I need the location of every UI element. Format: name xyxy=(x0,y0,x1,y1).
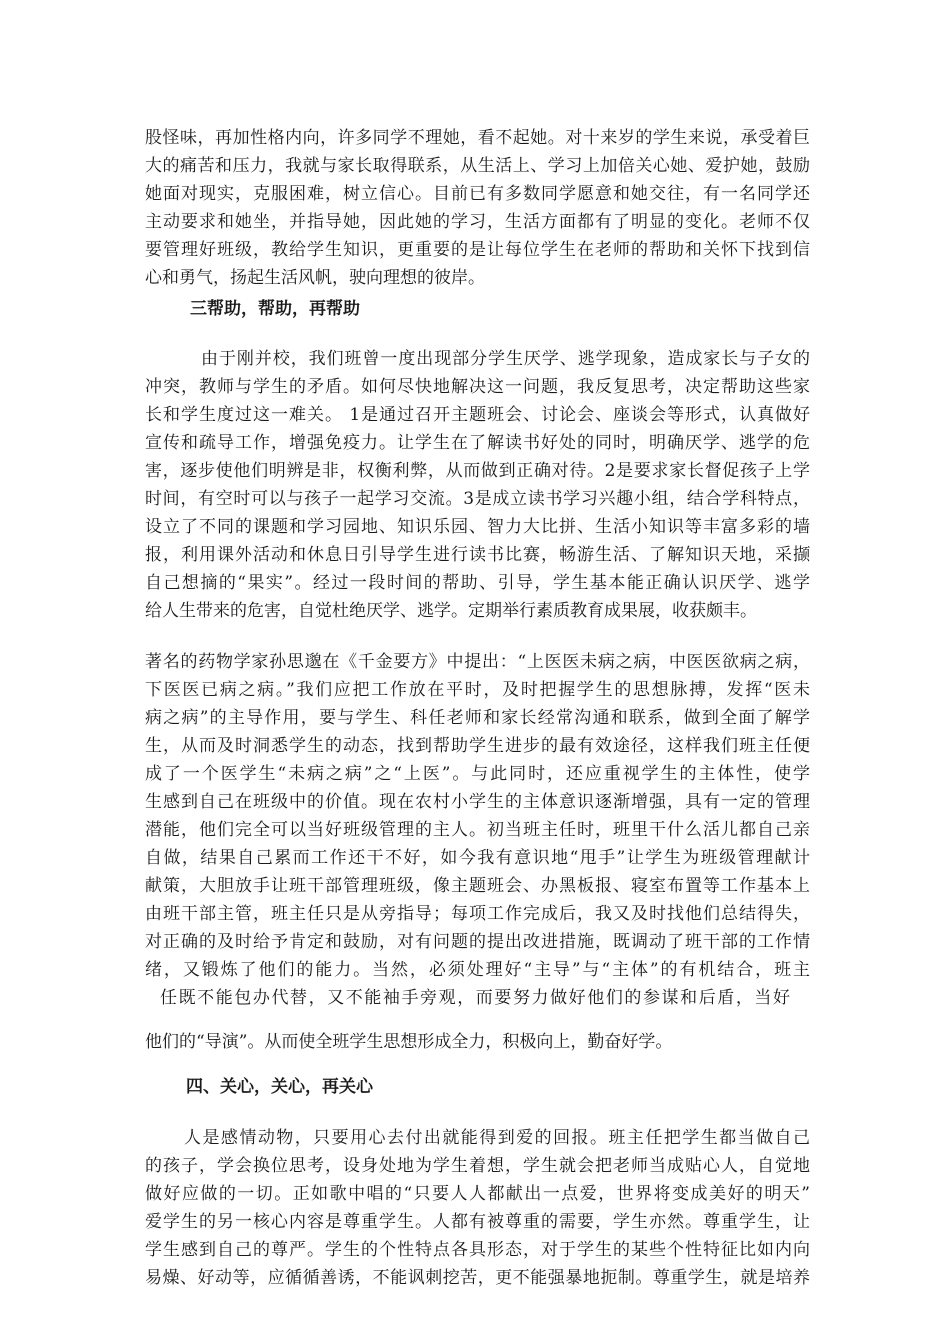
text-line: 自己想摘的“果实”。经过一段时间的帮助、引导，学生基本能正确认识厌学、逃学 xyxy=(145,573,810,593)
text-line: 长和学生度过这一难关。 1是通过召开主题班会、讨论会、座谈会等形式，认真做好 xyxy=(145,405,810,425)
text-line: 任既不能包办代替，又不能袖手旁观，而要努力做好他们的参谋和后盾，当好 xyxy=(160,988,790,1008)
text-line: 潜能，他们完全可以当好班级管理的主人。初当班主任时，班里干什么活儿都自己亲 xyxy=(145,820,810,840)
text-line: 生，从而及时洞悉学生的动态，找到帮助学生进步的最有效途径，这样我们班主任便 xyxy=(145,736,810,756)
text-line: 生感到自己在班级中的价值。现在农村小学生的主体意识逐渐增强，具有一定的管理 xyxy=(145,792,810,812)
text-line: 宣传和疏导工作，增强免疫力。让学生在了解读书好处的同时，明确厌学、逃学的危 xyxy=(145,433,810,453)
text-line: 下医医已病之病。”我们应把工作放在平时，及时把握学生的思想脉搏，发挥“医未 xyxy=(145,680,810,700)
text-line: 设立了不同的课题和学习园地、知识乐园、智力大比拼、生活小知识等丰富多彩的墙 xyxy=(145,517,810,537)
text-line: 要管理好班级，教给学生知识，更重要的是让每位学生在老师的帮助和关怀下找到信 xyxy=(145,240,810,260)
text-line: 冲突，教师与学生的矛盾。如何尽快地解决这一问题，我反复思考，决定帮助这些家 xyxy=(145,377,810,397)
text-line: 害，逐步使他们明辨是非，权衡利弊，从而做到正确对待。2是要求家长督促孩子上学 xyxy=(145,461,810,481)
text-line: 易燥、好动等，应循循善诱，不能讽刺挖苦，更不能强暴地扼制。尊重学生，就是培养 xyxy=(145,1268,810,1288)
section-heading-3: 三帮助，帮助，再帮助 xyxy=(190,299,360,319)
text-line: 绪，又锻炼了他们的能力。当然，必须处理好“主导”与“主体”的有机结合，班主 xyxy=(145,960,810,980)
text-line: 对正确的及时给予肯定和鼓励，对有问题的提出改进措施，既调动了班干部的工作情 xyxy=(145,932,810,952)
text-line: 自做，结果自己累而工作还干不好，如今我有意识地“甩手”让学生为班级管理献计 xyxy=(145,848,810,868)
text-line: 她面对现实，克服困难，树立信心。目前已有多数同学愿意和她交往，有一名同学还 xyxy=(145,184,810,204)
text-line: 时间，有空时可以与孩子一起学习交流。3是成立读书学习兴趣小组，结合学科特点， xyxy=(145,489,810,509)
text-line: 病之病”的主导作用，要与学生、科任老师和家长经常沟通和联系，做到全面了解学 xyxy=(145,708,810,728)
text-line: 人是感情动物，只要用心去付出就能得到爱的回报。班主任把学生都当做自己 xyxy=(184,1128,810,1148)
text-line: 心和勇气，扬起生活风帆，驶向理想的彼岸。 xyxy=(145,268,485,288)
text-line: 主动要求和她坐，并指导她，因此她的学习，生活方面都有了明显的变化。老师不仅 xyxy=(145,212,810,232)
text-line: 大的痛苦和压力，我就与家长取得联系，从生活上、学习上加倍关心她、爱护她，鼓励 xyxy=(145,156,810,176)
text-line: 股怪味，再加性格内向，许多同学不理她，看不起她。对十来岁的学生来说，承受着巨 xyxy=(145,128,810,148)
text-line: 给人生带来的危害，自觉杜绝厌学、逃学。定期举行素质教育成果展，收获颇丰。 xyxy=(145,601,757,621)
section-heading-4: 四、关心，关心，再关心 xyxy=(186,1077,373,1097)
text-line: 的孩子，学会换位思考，设身处地为学生着想，学生就会把老师当成贴心人，自觉地 xyxy=(145,1156,810,1176)
text-line: 著名的药物学家孙思邈在《千金要方》中提出：“上医医未病之病，中医医欲病之病， xyxy=(145,652,810,672)
text-line: 由班干部主管，班主任只是从旁指导；每项工作完成后，我又及时找他们总结得失， xyxy=(145,904,810,924)
text-line: 做好应做的一切。正如歌中唱的“只要人人都献出一点爱，世界将变成美好的明天” xyxy=(145,1184,810,1204)
text-line: 由于刚并校，我们班曾一度出现部分学生厌学、逃学现象，造成家长与子女的 xyxy=(201,349,810,369)
text-line: 学生感到自己的尊严。学生的个性特点各具形态，对于学生的某些个性特征比如内向 xyxy=(145,1240,810,1260)
text-line: 他们的“导演”。从而使全班学生思想形成全力，积极向上，勤奋好学。 xyxy=(145,1032,673,1052)
text-line: 报，利用课外活动和休息日引导学生进行读书比赛，畅游生活、了解知识天地，采撷 xyxy=(145,545,810,565)
text-line: 献策，大胆放手让班干部管理班级，像主题班会、办黑板报、寝室布置等工作基本上 xyxy=(145,876,810,896)
text-line: 爱学生的另一核心内容是尊重学生。人都有被尊重的需要，学生亦然。尊重学生，让 xyxy=(145,1212,810,1232)
text-line: 成了一个医学生“未病之病”之“上医”。与此同时，还应重视学生的主体性，使学 xyxy=(145,764,810,784)
